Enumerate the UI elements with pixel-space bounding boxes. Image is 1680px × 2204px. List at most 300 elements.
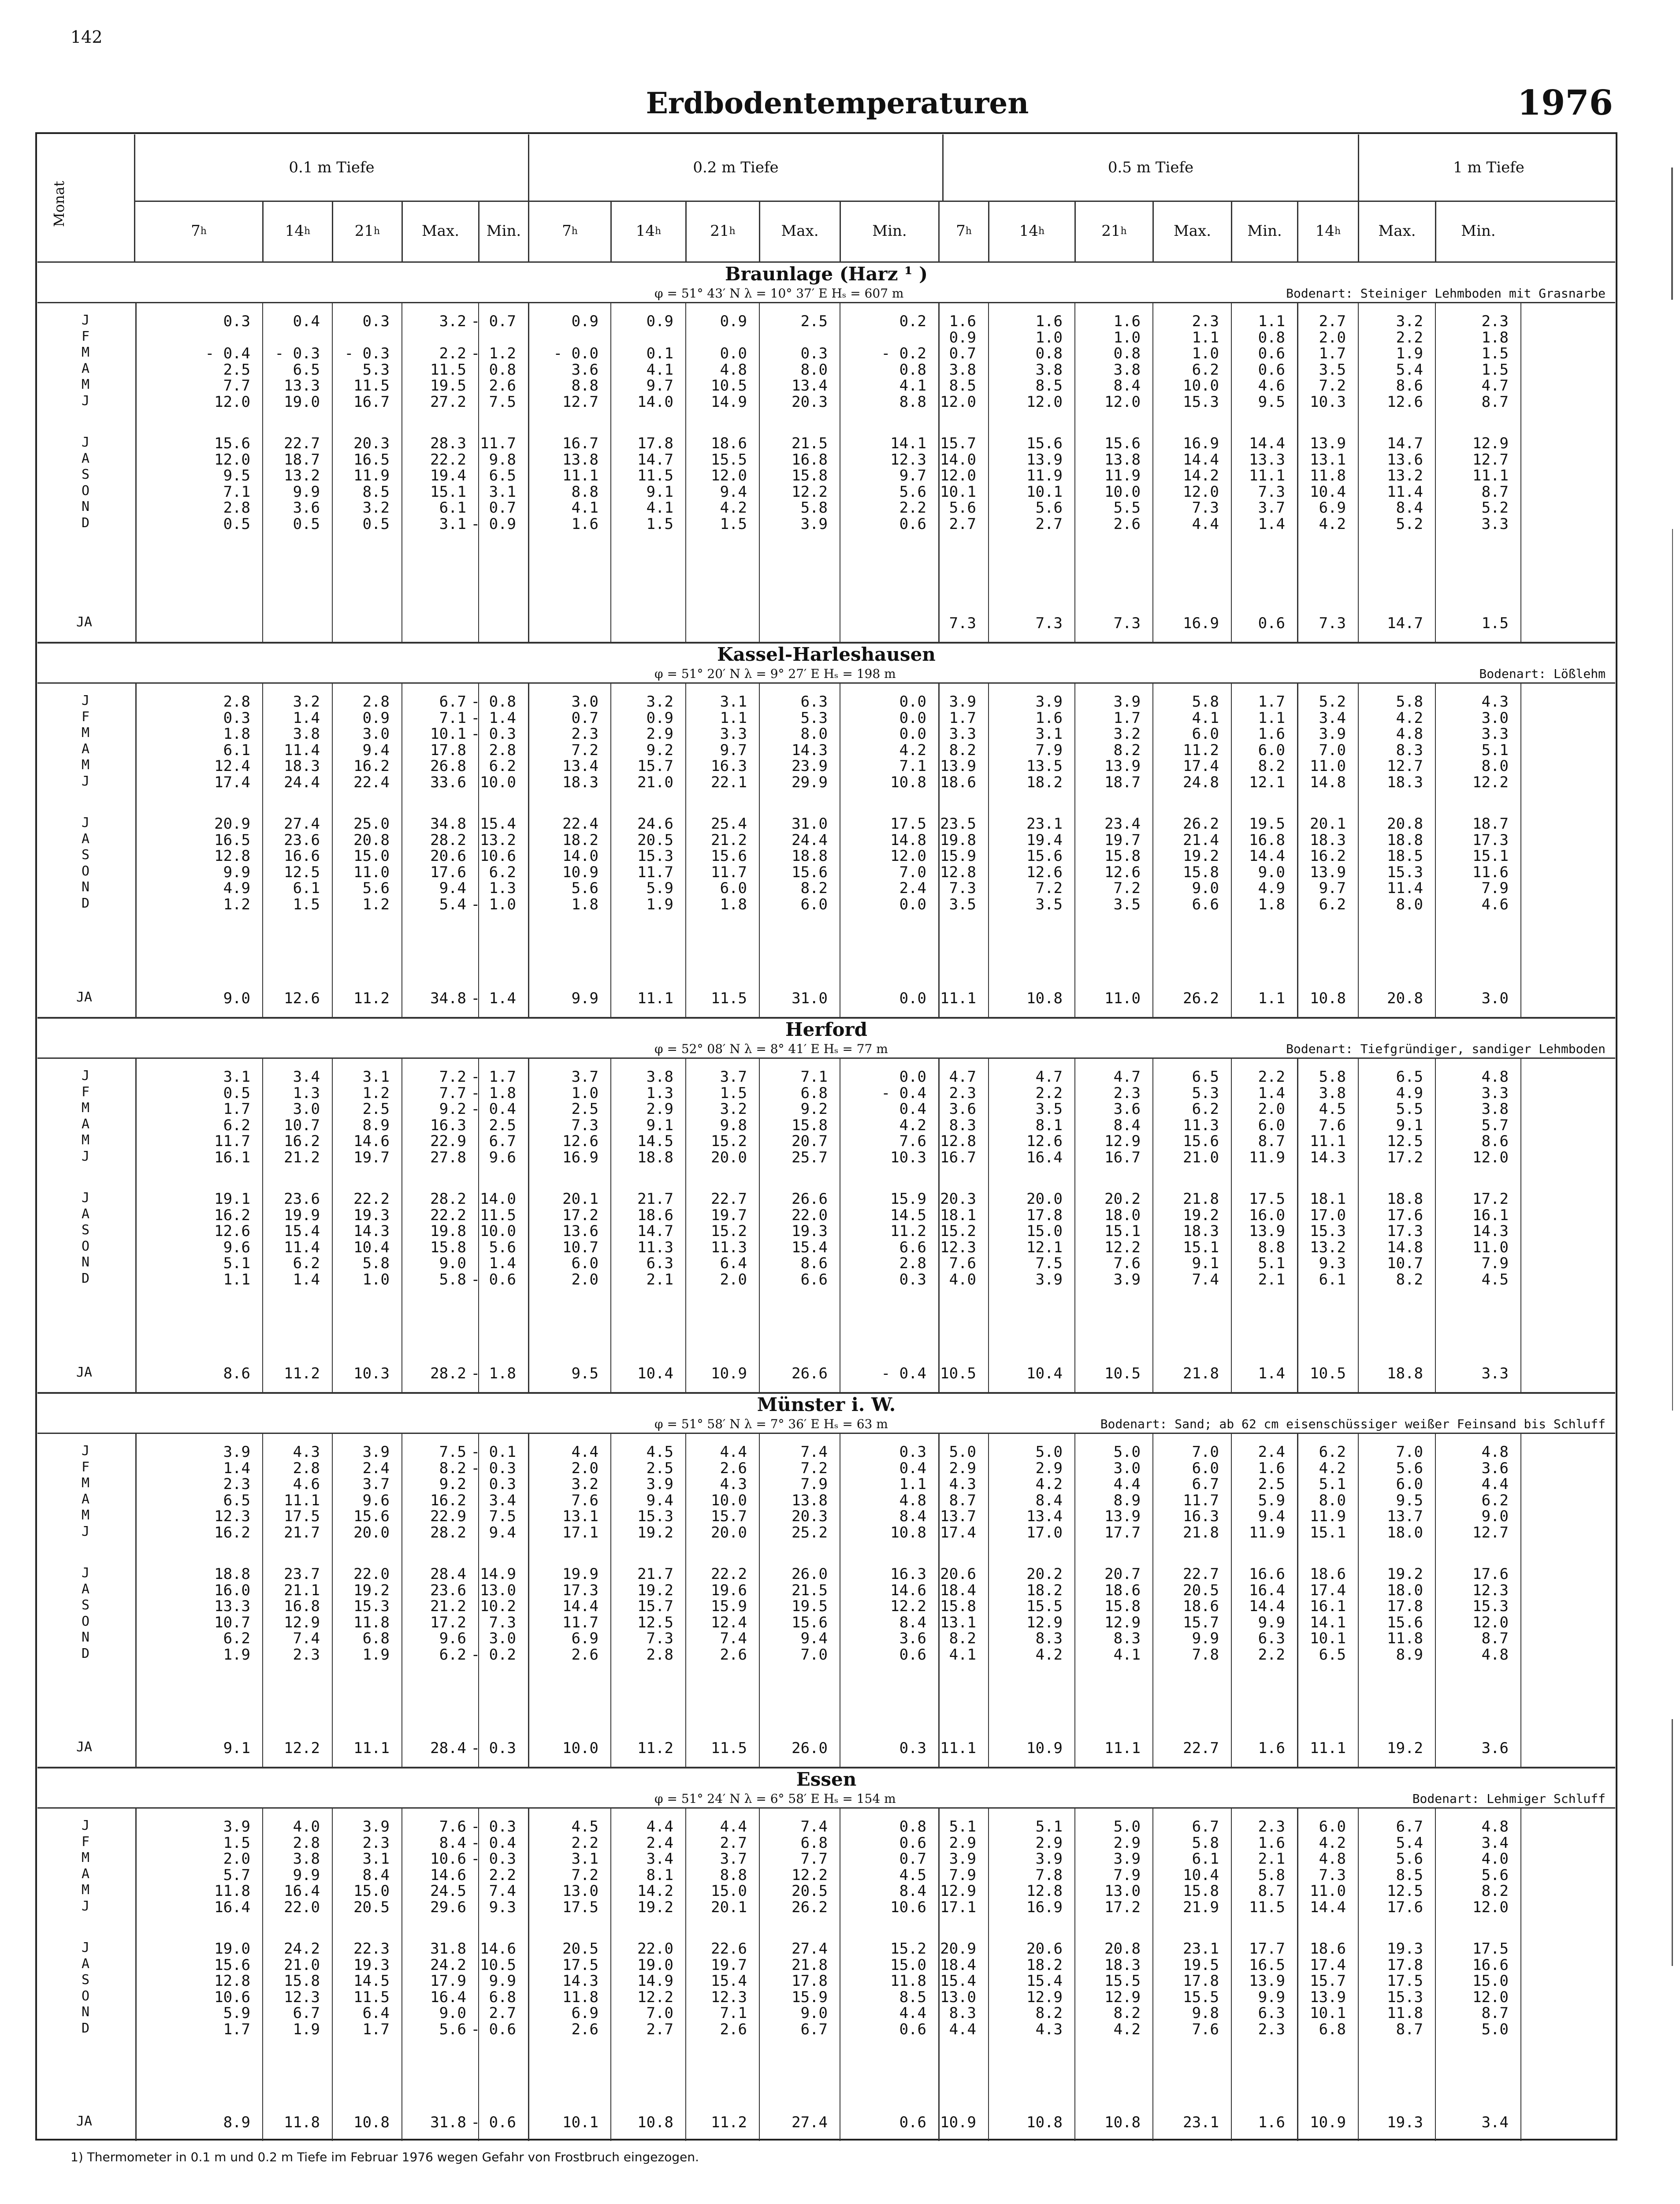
temperature-cell: 18.7 xyxy=(1104,773,1141,791)
temperature-cell: 15.4 xyxy=(940,1972,976,1990)
temperature-cell: 2.2 xyxy=(571,1834,598,1852)
temperature-cell: 1.9 xyxy=(293,2020,320,2038)
temperature-cell: 0.2 xyxy=(899,313,926,330)
temperature-cell: 3.4 xyxy=(489,1491,516,1509)
month-label: D xyxy=(82,1646,90,1661)
temperature-cell: 13.8 xyxy=(1104,450,1141,469)
temperature-cell: 18.3 xyxy=(284,757,320,775)
hour-value: 7 xyxy=(191,222,201,240)
temperature-cell: 9.1 xyxy=(1192,1255,1219,1272)
column-rule xyxy=(401,1057,402,1392)
temperature-cell: 2.5 xyxy=(646,1459,673,1477)
temperature-cell: 14.6 xyxy=(353,1132,390,1150)
temperature-cell: 8.2 xyxy=(1481,1882,1509,1900)
month-label: J xyxy=(82,1565,90,1581)
temperature-cell: 1.5 xyxy=(646,515,673,533)
temperature-cell: 4.4 xyxy=(646,1818,673,1835)
temperature-cell: 15.8 xyxy=(1183,1882,1219,1900)
temperature-cell: 1.6 xyxy=(1113,313,1141,330)
column-rule xyxy=(332,1807,333,2141)
temperature-cell: 13.2 xyxy=(1387,467,1423,484)
month-label: F xyxy=(82,1084,90,1100)
temperature-cell: 15.6 xyxy=(792,1613,828,1631)
temperature-cell: 6.3 xyxy=(646,1255,673,1272)
temperature-cell: 16.4 xyxy=(430,1988,466,2006)
column-rule xyxy=(135,1057,137,1392)
temperature-cell: 15.1 xyxy=(1310,1523,1346,1541)
temperature-cell: 15.6 xyxy=(792,863,828,881)
temperature-cell: 8.4 xyxy=(899,1508,926,1525)
temperature-cell: 2.2 xyxy=(1258,1646,1285,1664)
temperature-cell: 11.8 xyxy=(890,1972,926,1990)
temperature-cell: 6.2 xyxy=(1319,1443,1346,1461)
temperature-cell: 4.8 xyxy=(1319,1850,1346,1868)
column-rule xyxy=(528,1057,529,1392)
temperature-cell: 10.7 xyxy=(214,1613,250,1631)
temperature-cell: 11.1 xyxy=(284,1491,320,1509)
temperature-cell: 13.8 xyxy=(792,1491,828,1509)
temperature-cell: 11.9 xyxy=(1249,1148,1285,1166)
month-label: J xyxy=(82,393,90,409)
temperature-cell: 3.3 xyxy=(949,725,976,743)
temperature-cell: - 1.7 xyxy=(471,1068,516,1086)
temperature-cell: 5.0 xyxy=(1113,1818,1141,1835)
station-name: Braunlage (Harz ¹ ) xyxy=(725,263,928,285)
temperature-cell: 27.4 xyxy=(284,815,320,833)
temperature-cell: 7.5 xyxy=(489,393,516,411)
temperature-cell: 13.1 xyxy=(562,1508,598,1525)
temperature-cell: 2.8 xyxy=(223,499,250,517)
column-rule xyxy=(759,682,760,1017)
temperature-cell: 2.8 xyxy=(646,1646,673,1664)
temperature-cell: 33.6 xyxy=(430,773,466,791)
temperature-cell: 9.2 xyxy=(439,1100,466,1118)
annual-temperature-cell: 10.9 xyxy=(1026,1739,1063,1757)
temperature-cell: 20.5 xyxy=(637,831,673,849)
temperature-cell: 11.1 xyxy=(1310,1132,1346,1150)
column-rule xyxy=(528,1433,529,1767)
column-rule xyxy=(1520,682,1521,1017)
temperature-cell: 16.4 xyxy=(284,1882,320,1900)
temperature-cell: 1.7 xyxy=(362,2020,390,2038)
temperature-cell: 1.6 xyxy=(1258,725,1285,743)
temperature-cell: 22.9 xyxy=(430,1508,466,1525)
temperature-cell: 18.6 xyxy=(1310,1565,1346,1583)
temperature-cell: 9.9 xyxy=(1258,1613,1285,1631)
temperature-cell: 4.1 xyxy=(646,361,673,379)
temperature-cell: 17.6 xyxy=(1387,1898,1423,1916)
month-label: D xyxy=(82,515,90,531)
temperature-cell: 7.3 xyxy=(1258,483,1285,501)
temperature-cell: 13.4 xyxy=(562,757,598,775)
annual-temperature-cell: 10.8 xyxy=(1310,990,1346,1007)
temperature-cell: 10.0 xyxy=(480,1222,516,1240)
temperature-cell: 11.9 xyxy=(1104,467,1141,484)
temperature-cell: 5.3 xyxy=(800,709,828,727)
temperature-cell: 11.7 xyxy=(480,435,516,452)
temperature-cell: 22.1 xyxy=(711,773,747,791)
temperature-cell: 11.3 xyxy=(637,1238,673,1256)
temperature-cell: 2.0 xyxy=(720,1270,747,1288)
temperature-cell: 14.3 xyxy=(1310,1148,1346,1166)
column-rule xyxy=(988,682,989,1017)
column-rule xyxy=(135,1433,137,1767)
temperature-cell: 1.4 xyxy=(293,1270,320,1288)
temperature-cell: 0.9 xyxy=(646,313,673,330)
temperature-cell: 12.9 xyxy=(1026,1988,1063,2006)
temperature-cell: 6.1 xyxy=(439,499,466,517)
annual-temperature-cell: 11.2 xyxy=(353,990,390,1007)
temperature-cell: 15.8 xyxy=(940,1597,976,1615)
temperature-cell: 1.6 xyxy=(1258,1834,1285,1852)
temperature-cell: 13.9 xyxy=(940,757,976,775)
temperature-cell: 21.2 xyxy=(430,1597,466,1615)
temperature-cell: 4.9 xyxy=(1258,879,1285,897)
temperature-cell: 1.4 xyxy=(293,709,320,727)
temperature-cell: 14.2 xyxy=(637,1882,673,1900)
annual-temperature-cell: 10.9 xyxy=(711,1365,747,1382)
column-rule xyxy=(988,1433,989,1767)
temperature-cell: 1.2 xyxy=(223,895,250,913)
temperature-cell: 21.7 xyxy=(637,1190,673,1208)
temperature-cell: 1.4 xyxy=(1258,515,1285,533)
temperature-table xyxy=(35,132,1617,2141)
temperature-cell: 0.4 xyxy=(899,1100,926,1118)
temperature-cell: 1.0 xyxy=(1192,345,1219,362)
depth-group-1m xyxy=(1358,134,1618,201)
temperature-cell: 17.5 xyxy=(1387,1972,1423,1990)
temperature-cell: 17.0 xyxy=(1026,1523,1063,1541)
temperature-cell: 3.9 xyxy=(800,515,828,533)
temperature-cell: 0.3 xyxy=(899,1443,926,1461)
temperature-cell: 15.7 xyxy=(940,435,976,452)
hour-column-header xyxy=(262,201,332,261)
temperature-cell: 1.8 xyxy=(223,725,250,743)
temperature-cell: 12.2 xyxy=(637,1988,673,2006)
temperature-cell: 5.8 xyxy=(1192,693,1219,711)
temperature-cell: 19.0 xyxy=(284,393,320,411)
temperature-cell: 15.9 xyxy=(890,1190,926,1208)
annual-temperature-cell: 19.3 xyxy=(1387,2114,1423,2131)
annual-temperature-cell: 16.9 xyxy=(1183,614,1219,632)
temperature-cell: 8.4 xyxy=(1396,499,1423,517)
temperature-cell: 8.2 xyxy=(1035,2004,1063,2022)
annual-temperature-cell: 10.4 xyxy=(637,1365,673,1382)
temperature-cell: 7.2 xyxy=(571,1866,598,1884)
temperature-cell: 6.0 xyxy=(1192,725,1219,743)
temperature-cell: 5.6 xyxy=(899,483,926,501)
month-label: A xyxy=(82,1956,90,1972)
temperature-cell: 16.0 xyxy=(214,1581,250,1599)
month-label: D xyxy=(82,895,90,911)
temperature-cell: 8.6 xyxy=(1481,1132,1509,1150)
temperature-cell: 0.9 xyxy=(949,328,976,346)
month-label: M xyxy=(82,345,90,360)
temperature-cell: 3.5 xyxy=(1319,361,1346,379)
temperature-cell: 19.2 xyxy=(1387,1565,1423,1583)
temperature-cell: 11.9 xyxy=(1249,1523,1285,1541)
temperature-cell: 7.1 xyxy=(720,2004,747,2022)
temperature-cell: 8.7 xyxy=(1396,2020,1423,2038)
temperature-cell: 4.4 xyxy=(720,1818,747,1835)
column-rule xyxy=(401,682,402,1017)
temperature-cell: 17.8 xyxy=(792,1972,828,1990)
temperature-cell: 19.7 xyxy=(353,1148,390,1166)
temperature-cell: 17.5 xyxy=(1472,1940,1509,1958)
annual-temperature-cell: 26.0 xyxy=(792,1739,828,1757)
temperature-cell: 18.8 xyxy=(792,847,828,865)
temperature-cell: 10.1 xyxy=(430,725,466,743)
temperature-cell: 7.7 xyxy=(800,1850,828,1868)
temperature-cell: 16.7 xyxy=(353,393,390,411)
temperature-cell: 22.2 xyxy=(430,1206,466,1224)
annual-temperature-cell: 0.3 xyxy=(899,1739,926,1757)
temperature-cell: - 0.7 xyxy=(471,313,516,330)
column-rule xyxy=(1358,682,1359,1017)
temperature-cell: 6.0 xyxy=(800,895,828,913)
temperature-cell: 8.0 xyxy=(1396,895,1423,913)
temperature-cell: 21.5 xyxy=(792,1581,828,1599)
station-name: Herford xyxy=(785,1019,868,1040)
temperature-cell: 1.6 xyxy=(1258,1459,1285,1477)
temperature-cell: 13.9 xyxy=(1310,1988,1346,2006)
temperature-cell: 11.0 xyxy=(1310,1882,1346,1900)
temperature-cell: 19.8 xyxy=(430,1222,466,1240)
temperature-cell: 14.8 xyxy=(1387,1238,1423,1256)
temperature-cell: 9.0 xyxy=(439,1255,466,1272)
annual-temperature-cell: 7.3 xyxy=(1113,614,1141,632)
temperature-cell: 19.1 xyxy=(214,1190,250,1208)
month-label: J xyxy=(82,693,90,708)
annual-temperature-cell: 9.1 xyxy=(223,1739,250,1757)
temperature-cell: 1.9 xyxy=(1396,345,1423,362)
temperature-cell: 7.6 xyxy=(1319,1116,1346,1134)
temperature-cell: 17.5 xyxy=(562,1898,598,1916)
temperature-cell: 13.7 xyxy=(940,1508,976,1525)
temperature-cell: 0.3 xyxy=(223,313,250,330)
temperature-cell: 0.3 xyxy=(899,1270,926,1288)
temperature-cell: 10.2 xyxy=(480,1597,516,1615)
month-label: A xyxy=(82,1206,90,1222)
temperature-cell: 26.2 xyxy=(792,1898,828,1916)
annual-temperature-cell: - 1.4 xyxy=(471,990,516,1007)
temperature-cell: 15.3 xyxy=(353,1597,390,1615)
temperature-cell: 5.9 xyxy=(646,879,673,897)
temperature-cell: 5.0 xyxy=(949,1443,976,1461)
annual-label: JA xyxy=(76,990,93,1005)
temperature-cell: 14.3 xyxy=(1472,1222,1509,1240)
temperature-cell: 17.4 xyxy=(940,1523,976,1541)
temperature-cell: 11.9 xyxy=(1026,467,1063,484)
annual-temperature-cell: 10.9 xyxy=(1310,2114,1346,2131)
temperature-cell: - 0.4 xyxy=(471,1100,516,1118)
temperature-cell: 8.2 xyxy=(949,1630,976,1647)
temperature-cell: 15.8 xyxy=(792,467,828,484)
temperature-cell: 3.2 xyxy=(293,693,320,711)
temperature-cell: 4.1 xyxy=(1192,709,1219,727)
temperature-cell: 15.4 xyxy=(792,1238,828,1256)
temperature-cell: 13.1 xyxy=(940,1613,976,1631)
annual-label: JA xyxy=(76,2114,93,2129)
temperature-cell: 6.0 xyxy=(571,1255,598,1272)
temperature-cell: 16.7 xyxy=(562,435,598,452)
temperature-cell: 6.1 xyxy=(223,741,250,759)
temperature-cell: - 0.0 xyxy=(553,345,598,362)
month-label: J xyxy=(82,1940,90,1955)
temperature-cell: 1.5 xyxy=(223,1834,250,1852)
temperature-cell: 3.0 xyxy=(1113,1459,1141,1477)
temperature-cell: 10.6 xyxy=(214,1988,250,2006)
min-label: Min. xyxy=(872,222,907,240)
annual-temperature-cell: 0.6 xyxy=(899,2114,926,2131)
temperature-cell: 2.3 xyxy=(949,1084,976,1102)
month-label: A xyxy=(82,831,90,847)
temperature-cell: 4.1 xyxy=(949,1646,976,1664)
temperature-cell: 2.3 xyxy=(1258,1818,1285,1835)
month-label: N xyxy=(82,1255,90,1270)
temperature-cell: 3.8 xyxy=(949,361,976,379)
temperature-cell: 0.8 xyxy=(1035,345,1063,362)
temperature-cell: 6.4 xyxy=(720,1255,747,1272)
station-header xyxy=(37,263,1615,300)
hour-unit: h xyxy=(655,225,662,237)
temperature-cell: 13.6 xyxy=(562,1222,598,1240)
temperature-cell: 3.6 xyxy=(293,499,320,517)
temperature-cell: 21.2 xyxy=(711,831,747,849)
column-rule xyxy=(685,1057,686,1392)
temperature-cell: 3.5 xyxy=(1035,895,1063,913)
station-name: Münster i. W. xyxy=(757,1394,896,1415)
column-rule xyxy=(1358,1057,1359,1392)
temperature-cell: 18.6 xyxy=(1310,1940,1346,1958)
temperature-cell: 9.6 xyxy=(439,1630,466,1647)
temperature-cell: 4.1 xyxy=(646,499,673,517)
temperature-cell: 24.2 xyxy=(284,1940,320,1958)
temperature-cell: - 0.3 xyxy=(471,1459,516,1477)
temperature-cell: 17.8 xyxy=(1387,1956,1423,1974)
temperature-cell: 9.9 xyxy=(1258,1988,1285,2006)
temperature-cell: 9.6 xyxy=(362,1491,390,1509)
temperature-cell: 12.6 xyxy=(1104,863,1141,881)
temperature-cell: 4.1 xyxy=(571,499,598,517)
temperature-cell: 13.9 xyxy=(1104,1508,1141,1525)
temperature-cell: 28.2 xyxy=(430,1523,466,1541)
temperature-cell: 15.3 xyxy=(1387,863,1423,881)
annual-temperature-cell: 10.8 xyxy=(637,2114,673,2131)
temperature-cell: 8.4 xyxy=(1113,1116,1141,1134)
hour-value: 14 xyxy=(636,222,655,240)
temperature-cell: 2.4 xyxy=(362,1459,390,1477)
hour-column-header xyxy=(528,201,610,261)
temperature-cell: 3.9 xyxy=(362,1443,390,1461)
column-rule xyxy=(1152,1057,1153,1392)
temperature-cell: 16.2 xyxy=(353,757,390,775)
temperature-cell: 20.0 xyxy=(1026,1190,1063,1208)
annual-temperature-cell: 11.2 xyxy=(711,2114,747,2131)
scan-edge-mark xyxy=(1672,529,1673,1411)
temperature-cell: 13.3 xyxy=(214,1597,250,1615)
temperature-cell: 4.7 xyxy=(949,1068,976,1086)
annual-temperature-cell: 8.9 xyxy=(223,2114,250,2131)
temperature-cell: 5.2 xyxy=(1396,515,1423,533)
temperature-cell: 2.2 xyxy=(1396,328,1423,346)
temperature-cell: 9.0 xyxy=(1481,1508,1509,1525)
temperature-cell: 17.5 xyxy=(1249,1190,1285,1208)
column-rule xyxy=(1074,682,1075,1017)
temperature-cell: 4.3 xyxy=(720,1475,747,1493)
temperature-cell: 7.3 xyxy=(489,1613,516,1631)
station-header xyxy=(37,1019,1615,1056)
temperature-cell: 6.2 xyxy=(293,1255,320,1272)
temperature-cell: 4.2 xyxy=(1035,1646,1063,1664)
temperature-cell: 13.0 xyxy=(562,1882,598,1900)
temperature-cell: 20.3 xyxy=(940,1190,976,1208)
temperature-cell: 3.0 xyxy=(571,693,598,711)
temperature-cell: 5.6 xyxy=(439,2020,466,2038)
temperature-cell: 20.6 xyxy=(1026,1940,1063,1958)
temperature-cell: 18.5 xyxy=(1387,847,1423,865)
annual-temperature-cell: 11.2 xyxy=(637,1739,673,1757)
temperature-cell: 8.3 xyxy=(949,2004,976,2022)
temperature-cell: 16.0 xyxy=(1249,1206,1285,1224)
temperature-cell: 17.8 xyxy=(1387,1597,1423,1615)
temperature-cell: 2.6 xyxy=(720,1459,747,1477)
temperature-cell: 8.7 xyxy=(949,1491,976,1509)
month-label: J xyxy=(82,1443,90,1459)
temperature-cell: 19.2 xyxy=(353,1581,390,1599)
temperature-cell: 13.4 xyxy=(1026,1508,1063,1525)
temperature-cell: 2.0 xyxy=(1319,328,1346,346)
temperature-cell: 0.0 xyxy=(899,693,926,711)
temperature-cell: 19.7 xyxy=(1104,831,1141,849)
temperature-cell: 18.8 xyxy=(214,1565,250,1583)
temperature-cell: 16.7 xyxy=(1104,1148,1141,1166)
temperature-cell: 0.8 xyxy=(899,361,926,379)
temperature-cell: 21.8 xyxy=(1183,1190,1219,1208)
temperature-cell: 11.5 xyxy=(353,377,390,395)
temperature-cell: 5.1 xyxy=(1319,1475,1346,1493)
temperature-cell: 11.5 xyxy=(430,361,466,379)
temperature-cell: 4.3 xyxy=(949,1475,976,1493)
temperature-cell: 12.0 xyxy=(940,467,976,484)
temperature-cell: 15.7 xyxy=(1310,1972,1346,1990)
column-rule xyxy=(759,1433,760,1767)
annual-label: JA xyxy=(76,1739,93,1755)
temperature-cell: 8.0 xyxy=(1319,1491,1346,1509)
temperature-cell: 7.3 xyxy=(571,1116,598,1134)
temperature-cell: 12.3 xyxy=(284,1988,320,2006)
scan-edge-mark xyxy=(1671,168,1673,300)
annual-temperature-cell: 10.9 xyxy=(940,2114,976,2131)
temperature-cell: 17.8 xyxy=(430,741,466,759)
temperature-cell: 11.4 xyxy=(284,741,320,759)
temperature-cell: - 0.3 xyxy=(275,345,320,362)
temperature-cell: 4.4 xyxy=(720,1443,747,1461)
temperature-cell: 21.5 xyxy=(792,435,828,452)
temperature-cell: 20.7 xyxy=(1104,1565,1141,1583)
temperature-cell: 9.1 xyxy=(646,1116,673,1134)
column-rule xyxy=(988,1057,989,1392)
temperature-cell: 23.9 xyxy=(792,757,828,775)
temperature-cell: 3.2 xyxy=(571,1475,598,1493)
hour-unit: h xyxy=(729,225,736,237)
temperature-cell: 5.6 xyxy=(1481,1866,1509,1884)
temperature-cell: 7.3 xyxy=(1192,499,1219,517)
month-label: S xyxy=(82,847,90,863)
temperature-cell: 7.4 xyxy=(800,1443,828,1461)
temperature-cell: 3.1 xyxy=(1035,725,1063,743)
temperature-cell: 4.8 xyxy=(1481,1443,1509,1461)
